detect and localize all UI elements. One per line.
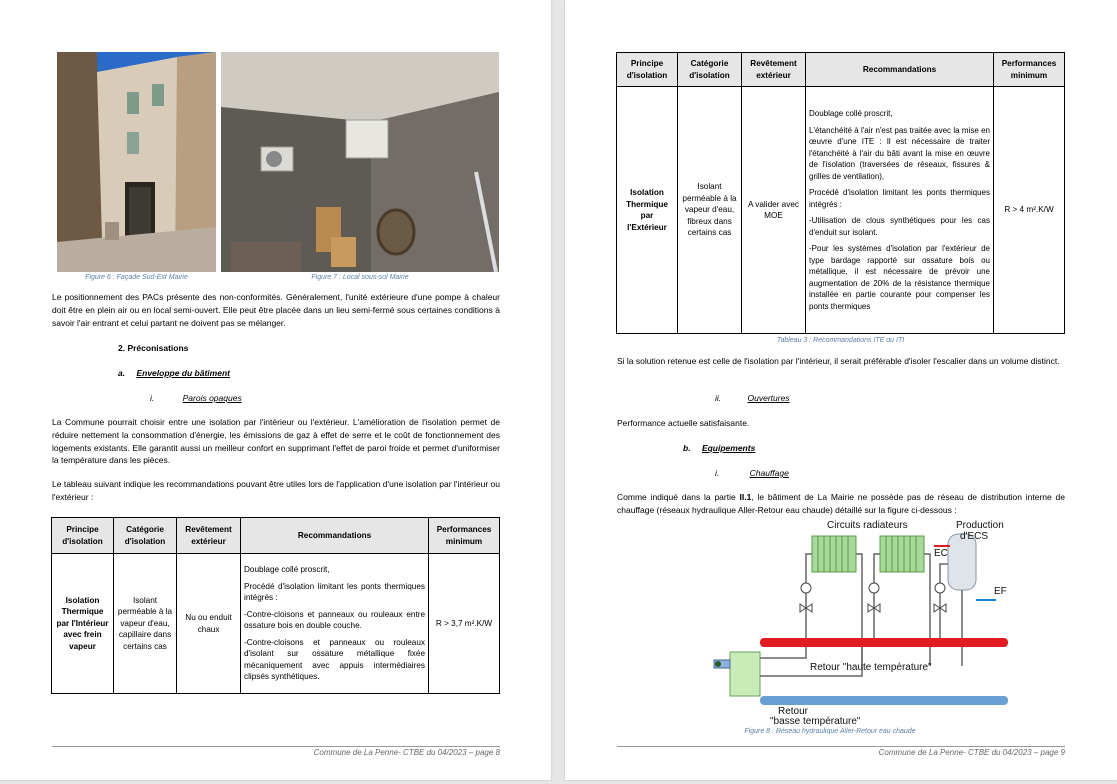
figure-7-caption: Figure 7 : Local sous-sol Mairie: [311, 274, 409, 281]
radiator-1: [812, 536, 856, 572]
recommendations-table-ite: [616, 52, 1065, 334]
table-header: Revêtement extérieur: [177, 518, 241, 554]
table-header: Principe d'isolation: [617, 53, 678, 87]
ec-label: EC: [934, 548, 948, 559]
page-9: [565, 0, 1117, 780]
circuits-label: Circuits radiateurs: [827, 520, 908, 531]
recommendation-line: L'étanchéité à l'air n'est pas traitée avec la mise en œuvre d'une ITE : Il est nécessaire de traiter l'étanchéité à l'air du bâti avant la mise en œuvre de l'isolation (traversées de réseaux, fissures & grilles de ventilation),: [809, 125, 990, 181]
subsubsection-heading-ii: [715, 393, 790, 403]
table-header: Recommandations: [241, 518, 429, 554]
recommendation-line: Procédé d'isolation limitant les ponts thermiques intégrés :: [809, 188, 990, 209]
table-cell-categorie: Isolant perméable à la vapeur d'eau, fibreux dans certains cas: [678, 87, 742, 334]
subsubsection-heading-chauffage: [715, 468, 789, 478]
table-cell-revetement: A valider avec MOE: [742, 87, 806, 334]
subsection-title: Enveloppe du bâtiment: [136, 368, 230, 378]
table-cell-recommandations: [806, 87, 994, 334]
radiator-2: [880, 536, 924, 572]
production-label-2: d'ECS: [960, 531, 989, 542]
table-cell-performance: R > 3,7 m².K/W: [429, 554, 500, 694]
para-reference: II.1: [739, 492, 752, 502]
basement-photo: [221, 52, 499, 272]
table-cell-principe: Isolation Thermique par l'Intérieur avec frein vapeur: [52, 554, 114, 694]
table-header: Revêtement extérieur: [742, 53, 806, 87]
pac-paragraph: Le positionnement des PACs présente des non-conformités. Généralement, l'unité extérieure d'une pompe à chaleur doit être en plein air ou en local semi-ouvert. Elle peut être placée dans un lieu semi-fermé sous certaines conditions à savoir l'air entrant et celui partant ne doivent pas se mélanger.: [52, 292, 500, 328]
page-footer: Commune de La Penne- CTBE du 04/2023 – page 8: [313, 748, 500, 757]
boiler: [730, 652, 760, 696]
escalier-paragraph: Si la solution retenue est celle de l'isolation par l'intérieur, il serait préférable d'isoler l'escalier dans un volume distinct.: [617, 356, 1060, 366]
subsection-heading-b: [683, 443, 755, 453]
recommendations-table-iti: [51, 517, 500, 694]
pump-icon: [935, 583, 945, 593]
recommendation-line: -Contre-cloisons et panneaux ou rouleaux entre ossature bois en double couche.: [244, 609, 425, 631]
ecs-tank: [948, 534, 976, 590]
subsection-heading-a: [118, 368, 230, 378]
footer-divider: [617, 746, 1065, 747]
figure-6-caption: Figure 6 : Façade Sud-Est Mairie: [85, 274, 188, 281]
ef-label: EF: [994, 586, 1007, 597]
para-text: Comme indiqué dans la partie: [617, 492, 740, 502]
table-header: Recommandations: [806, 53, 994, 87]
facade-photo: [57, 52, 216, 272]
subsubsection-title: Ouvertures: [747, 393, 790, 403]
table-header: Catégorie d'isolation: [678, 53, 742, 87]
table-3-caption: Tableau 3 : Recommandations ITE ou ITI: [776, 337, 905, 344]
pump-icon: [869, 583, 879, 593]
subsection-number: a.: [118, 368, 126, 378]
page-footer: Commune de La Penne- CTBE du 04/2023 – page 9: [878, 748, 1065, 757]
performance-paragraph: Performance actuelle satisfaisante.: [617, 418, 750, 428]
subsubsection-title: Parois opaques: [182, 393, 242, 403]
recommendation-line: -Pour les systèmes d'isolation par l'extérieur de type bardage rapporté sur ossature bois ou métallique, il est nécessaire de prévoir une augmentation de 20% de la résistance thermique installée en partie courante pour compenser les ponts thermiques: [809, 244, 990, 311]
recommendation-line: -Contre-cloisons et panneaux ou rouleaux d'isolant sur ossature métallique fixée mécaniquement avec appuis intermédiaires clipsés synthétiques.: [244, 637, 425, 682]
retour-label-2: "basse température": [770, 716, 861, 727]
table-cell-recommandations: [241, 554, 429, 694]
table-header: Catégorie d'isolation: [114, 518, 177, 554]
subsubsection-title: Chauffage: [749, 468, 789, 478]
pump-icon: [801, 583, 811, 593]
subsubsection-number: i.: [150, 393, 155, 403]
table-cell-principe: Isolation Thermique par l'Extérieur: [617, 87, 678, 334]
table-header: Performances minimum: [429, 518, 500, 554]
subsection-title: Equipements: [701, 443, 756, 453]
recommendation-line: Doublage collé proscrit,: [244, 565, 330, 575]
retour-label-1: Retour: [778, 706, 809, 717]
footer-divider: [52, 746, 500, 747]
chauffage-paragraph: [617, 491, 1065, 517]
table-header: Performances minimum: [994, 53, 1065, 87]
table-cell-categorie: Isolant perméable à la vapeur d'eau, capillaire dans certains cas: [114, 554, 177, 694]
recommendation-line: Procédé d'isolation limitant les ponts thermiques intégrés :: [244, 581, 425, 603]
recommendation-line: -Utilisation de clous synthétiques pour les cas d'enduit sur isolant.: [809, 216, 990, 237]
table-cell-performance: R > 4 m².K/W: [994, 87, 1065, 334]
page-8: [0, 0, 551, 780]
production-label-1: Production: [956, 520, 1004, 531]
retour-haute-label: Retour "haute température": [810, 662, 932, 673]
table-intro-paragraph: Le tableau suivant indique les recommandations pouvant être utiles lors de l'application d'une isolation par l'intérieur ou l'extérieur :: [52, 479, 500, 502]
burner-fan-icon: [715, 661, 721, 667]
subsubsection-heading-i: [150, 393, 242, 403]
figure-8-caption: Figure 8 : Réseau hydraulique Aller-Retour eau chaude: [744, 728, 916, 735]
cold-return-pipe: [760, 696, 1008, 705]
recommendation-line: Doublage collé proscrit,: [809, 109, 893, 118]
table-header: Principe d'isolation: [52, 518, 114, 554]
hydraulic-network-diagram: [670, 516, 1020, 730]
subsubsection-number: ii.: [715, 393, 722, 403]
section-heading-preconisations: 2. Préconisations: [118, 343, 189, 353]
subsection-number: b.: [683, 443, 691, 453]
para-text: , le bâtiment de La Mairie ne possède pas de réseau de distribution interne de chauffage (réseaux hydraulique Aller-Retour eau chaude) détaillé sur la figure ci-dessous :: [617, 492, 1065, 515]
subsubsection-number: i.: [715, 468, 720, 478]
hot-pipe: [760, 638, 1008, 647]
table-cell-revetement: Nu ou enduit chaux: [177, 554, 241, 694]
isolation-paragraph: La Commune pourrait choisir entre une isolation par l'intérieur ou l'extérieur. L'amélioration de l'isolation permet de réduire nettement la consommation d'énergie, les émissions de gaz à effet de serre et le coût de fonctionnement des logements existants. Elle garantit aussi un meilleur confort en supprimant l'effet de paroi froide et permet d'uniformiser la température dans les pièces.: [52, 417, 500, 466]
